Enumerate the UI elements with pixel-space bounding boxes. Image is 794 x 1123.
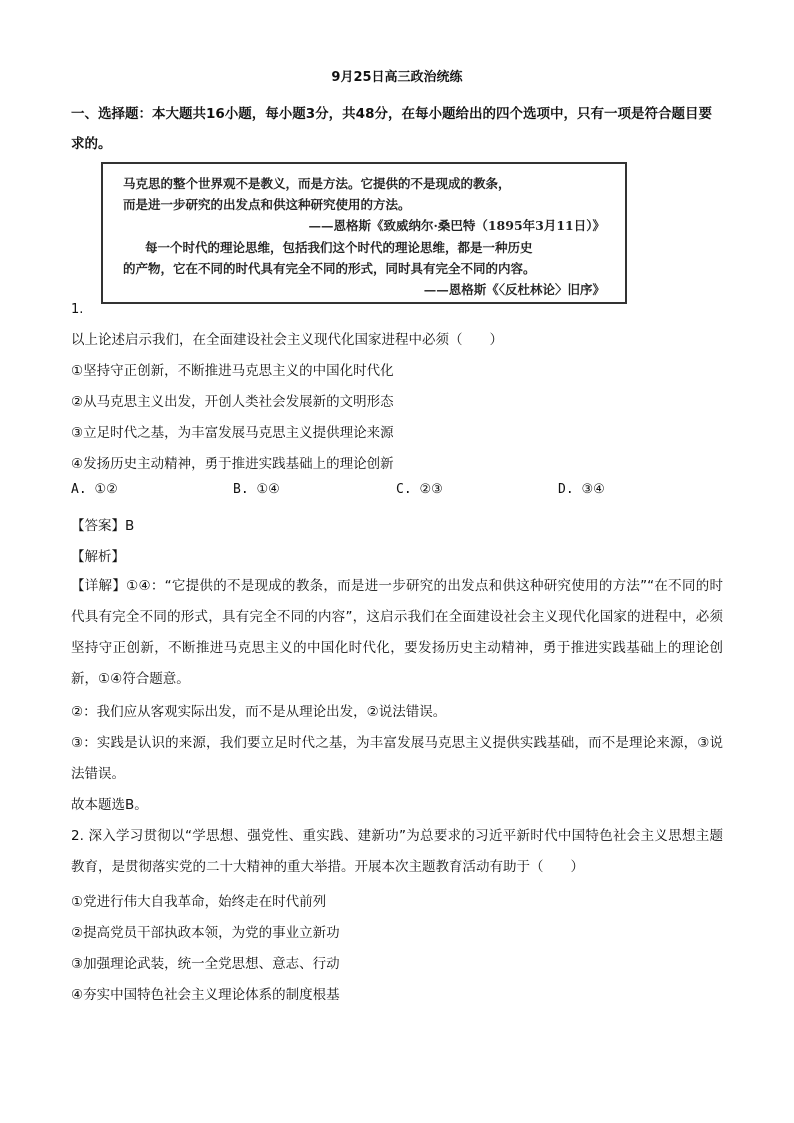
statement: ④发扬历史主动精神，勇于推进实践基础上的理论创新: [71, 456, 394, 472]
analysis-note: ③：实践是认识的来源，我们要立足时代之基，为丰富发展马克思主义提供实践基础，而不是理论来源，③说法错误。: [71, 735, 723, 782]
option-d: D. ③④: [558, 482, 605, 497]
page-title: 9月25日高三政治统练: [331, 70, 463, 85]
statement: ①坚持守正创新，不断推进马克思主义的中国化时代化: [71, 363, 394, 379]
quote-line: 马克思的整个世界观不是教义，而是方法。它提供的不是现成的教条，: [123, 176, 511, 191]
statement: ③加强理论武装，统一全党思想、意志、行动: [71, 956, 340, 972]
question-number: 1.: [71, 302, 84, 317]
statement: ③立足时代之基，为丰富发展马克思主义提供理论来源: [71, 425, 394, 441]
option-c: C. ②③: [396, 482, 443, 497]
option-b: B. ①④: [233, 482, 280, 497]
statement: ②提高党员干部执政本领，为党的事业立新功: [71, 925, 340, 941]
quote-line: 的产物，它在不同的时代具有完全不同的形式，同时具有完全不同的内容。: [123, 261, 536, 276]
answer-options: [71, 482, 671, 502]
option-a: A. ①②: [71, 482, 118, 497]
question-stem: 2. 深入学习贯彻以“学思想、强党性、重实践、建新功”为总要求的习近平新时代中国特色社会主义思想主题教育，是贯彻落实党的二十大精神的重大举措。开展本次主题教育活动有助于（ ）: [71, 828, 723, 875]
statement: ②从马克思主义出发，开创人类社会发展新的文明形态: [71, 394, 394, 410]
quote-line: 而是进一步研究的出发点和供这种研究使用的方法。: [123, 197, 411, 212]
statement: ①党进行伟大自我革命，始终走在时代前列: [71, 894, 327, 910]
quote-box: [101, 162, 627, 304]
statement: ④夯实中国特色社会主义理论体系的制度根基: [71, 987, 340, 1003]
question-stem: 以上论述启示我们，在全面建设社会主义现代化国家进程中必须（ ）: [71, 332, 503, 348]
conclusion: 故本题选B。: [71, 797, 148, 813]
analysis-label: 【解析】: [71, 549, 125, 565]
detail-paragraph: 【详解】①④：“它提供的不是现成的教条，而是进一步研究的出发点和供这种研究使用的方法”“在不同的时代具有完全不同的形式，具有完全不同的内容”，这启示我们在全面建设社会主义现代化国家的进程中，必须坚持守正创新，不断推进马克思主义的中国化时代化，要发扬历史主动精神，勇于推进实践基础上的理论创新，①④符合题意。: [71, 578, 723, 687]
quote-line: 每一个时代的理论思维，包括我们这个时代的理论思维，都是一种历史: [145, 240, 533, 255]
section-header: 一、选择题：本大题共16小题，每小题3分，共48分，在每小题给出的四个选项中，只有一项是符合题目要求的。: [71, 106, 712, 152]
answer-label: 【答案】B: [71, 518, 135, 534]
analysis-note: ②：我们应从客观实际出发，而不是从理论出发，②说法错误。: [71, 704, 447, 720]
quote-source: ——恩格斯《〈反杜林论〉旧序》: [423, 282, 605, 297]
quote-source: ——恩格斯《致威纳尔·桑巴特（1895年3月11日）》: [308, 218, 605, 233]
